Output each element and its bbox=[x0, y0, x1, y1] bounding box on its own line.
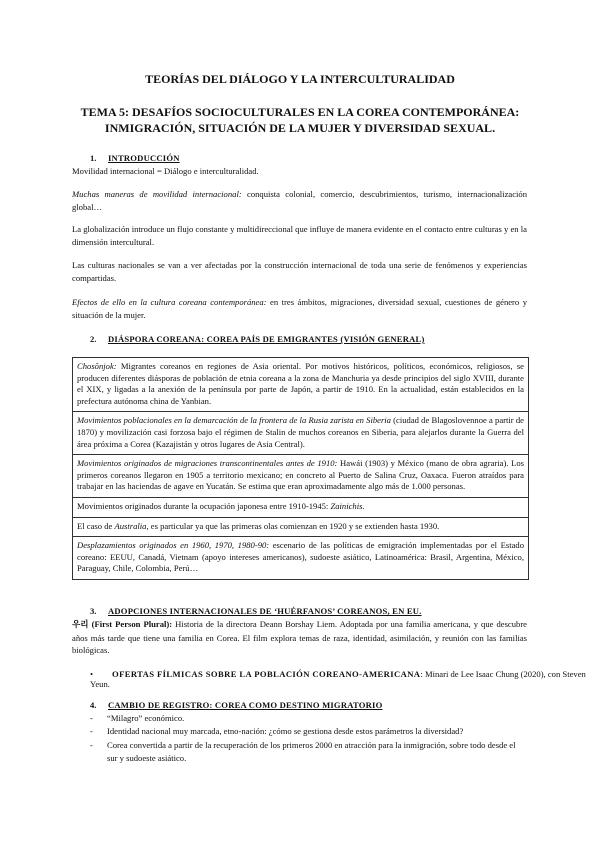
topic-title-line1: TEMA 5: DESAFÍOS SOCIOCULTURALES EN LA COREA CONTEMPORÁNEA: bbox=[80, 105, 520, 119]
section-label: ADOPCIONES INTERNACIONALES DE ‘HUÉRFANOS’ COREANOS, EN EU. bbox=[108, 606, 422, 616]
box-text: El caso de bbox=[77, 520, 115, 531]
section-number: 1. bbox=[90, 153, 97, 163]
list-item-text: “Milagro” económico. bbox=[107, 713, 185, 723]
list-item bbox=[90, 712, 527, 725]
diaspora-box-australia bbox=[73, 518, 528, 538]
emphasis-text: Chosŏnjok: bbox=[77, 361, 117, 371]
emphasis-text: Efectos de ello en la cultura coreana contemporánea: bbox=[72, 297, 267, 307]
diaspora-box-zainichi bbox=[73, 498, 528, 518]
intro-paragraph-4: Las culturas nacionales se van a ver afectadas por la construcción internacional de toda una serie de fenómenos y experiencias compartidas. bbox=[72, 260, 527, 283]
bullet-text: : Minari de Lee Isaac Chung (2020), con Steven Yeun. bbox=[90, 669, 586, 689]
section-number: 2. bbox=[90, 334, 97, 344]
diaspora-table bbox=[72, 357, 529, 580]
dash-marker: - bbox=[90, 726, 93, 736]
emphasis-text: Movimientos originados de migraciones transcontinentales antes de 1910: bbox=[77, 458, 338, 469]
section-4-heading bbox=[90, 700, 383, 710]
section-label: DIÁSPORA COREANA: COREA PAÍS DE EMIGRANTES (VISIÓN GENERAL) bbox=[108, 334, 425, 344]
intro-paragraph-1: Movilidad internacional = Diálogo e interculturalidad. bbox=[72, 166, 259, 176]
adoption-paragraph bbox=[72, 618, 527, 657]
box-text: Hawái (1903) y México (mano de obra agraria). Los primeros coreanos llegaron en 1905 a territorio mexicano; en concreto al Puerto de Salina Cruz, Oaxaca. Fueron atraídos para trabajar en las haciendas de agave en Yucatán. Se estima que eran aproximadamente algo más de 1.000 personas. bbox=[77, 458, 524, 492]
box-text: (ciudad de Blagoslovennoe a partir de 1870) y movilización casi forzosa bajo el régimen de Stalin de muchos coreanos en Siberia, para alejarlos durante la Guerra del área próxima a Corea (Kazajistán y otros lugares de Asia Central). bbox=[77, 415, 524, 449]
section-3-heading bbox=[90, 606, 422, 616]
section-2-heading bbox=[90, 334, 425, 344]
emphasis-text: Desplazamientos originados en 1960, 1970, 1980-90: bbox=[77, 540, 270, 551]
section-1-heading bbox=[90, 153, 180, 163]
emphasis-text: Muchas maneras de movilidad internacional: bbox=[72, 189, 242, 199]
film-title: (First Person Plural): bbox=[88, 619, 173, 629]
emphasis-text: Movimientos poblacionales en la demarcación de la frontera de la Rusia zarista en Siberia bbox=[77, 415, 391, 426]
diaspora-box-1960-90 bbox=[73, 537, 528, 579]
section-number: 4. bbox=[90, 700, 97, 710]
korean-title: 우리 bbox=[72, 620, 89, 630]
section-label: INTRODUCCIÓN bbox=[108, 153, 180, 163]
box-text: escenario de las políticas de emigración implementadas por el Estado coreano: EEUU, Canadá, Vietnam (apoyo intereses americanos), sudoeste asiático, Latinoamérica: Brasil, Argentina, México, Paraguay, Chile, Colombia, Perú… bbox=[77, 540, 524, 574]
paragraph-text: Historia de la directora Deann Borshay Liem. Adoptada por una familia americana, y que descubre años más tarde que tiene una familia en Corea. El film explora temas de raza, identidad, asimilación, y reunión con las familias biológicas. bbox=[72, 619, 528, 655]
emphasis-text: Australia bbox=[114, 520, 147, 531]
document-title: TEORÍAS DEL DIÁLOGO Y LA INTERCULTURALIDAD bbox=[145, 72, 455, 86]
list-item bbox=[90, 739, 527, 764]
section-label: CAMBIO DE REGISTRO: COREA COMO DESTINO MIGRATORIO bbox=[108, 700, 383, 710]
topic-title-line2: INMIGRACIÓN, SITUACIÓN DE LA MUJER Y DIVERSIDAD SEXUAL. bbox=[104, 121, 496, 135]
intro-paragraph-5 bbox=[72, 296, 527, 321]
intro-paragraph-3: La globalización introduce un flujo constante y multidireccional que influye de manera evidente en el contacto entre culturas y en la dimensión intercultural. bbox=[72, 224, 527, 247]
paragraph-text: en tres ámbitos, migraciones, diversidad sexual, cuestiones de género y situación de la mujer. bbox=[72, 297, 528, 320]
topic-title bbox=[0, 104, 600, 136]
box-text: , es particular ya que las primeras olas comienzan en 1920 y se extienden hasta 1930. bbox=[146, 520, 440, 531]
section-number: 3. bbox=[90, 606, 97, 616]
bullet-icon: • bbox=[90, 669, 94, 679]
diaspora-box-choson bbox=[73, 358, 528, 412]
dash-marker: - bbox=[90, 713, 93, 723]
dash-marker: - bbox=[90, 740, 93, 750]
film-offer-bullet bbox=[90, 669, 600, 689]
diaspora-box-transcontinental bbox=[73, 455, 528, 498]
diaspora-box-siberia bbox=[73, 412, 528, 455]
box-text: Migrantes coreanos en regiones de Asia oriental. Por motivos históricos, políticos, económicos, religiosos, se producen diferentes diásporas de población de etnia coreana a la zona de Manchuria ya desde principios del siglo XVIII, durante el XIX, y ligadas a la anexión de la península por parte de Japón, a partir de 1910. En la actualidad, están establecidos en la prefectura autónoma china de Yanbian. bbox=[77, 361, 524, 406]
emphasis-text: OFERTAS FÍLMICAS SOBRE LA POBLACIÓN COREANO-AMERICANA bbox=[112, 669, 421, 679]
list-item-text: Identidad nacional muy marcada, etno-nación: ¿cómo se gestiona desde estos parámetros la diversidad? bbox=[107, 726, 464, 736]
box-text: Movimientos originados durante la ocupación japonesa entre 1910-1945: bbox=[77, 500, 331, 511]
intro-paragraph-2 bbox=[72, 188, 527, 213]
list-item bbox=[90, 725, 527, 738]
list-item-text: Corea convertida a partir de la recuperación de los primeros 2000 en atracción para la inmigración, sobre todo desde el sur y sudoeste asiático. bbox=[107, 740, 516, 763]
paragraph-text: conquista colonial, comercio, descubrimientos, turismo, internacionalización global… bbox=[72, 189, 527, 212]
emphasis-text: Zainichis. bbox=[330, 500, 365, 511]
